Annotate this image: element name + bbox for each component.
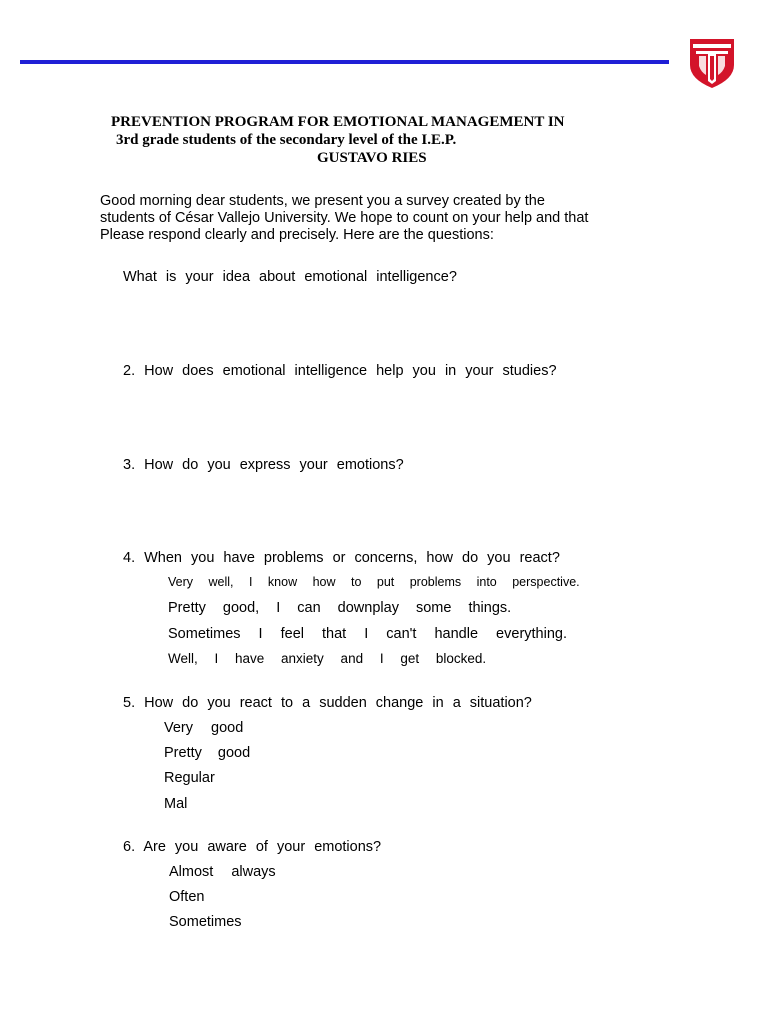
intro-paragraph xyxy=(100,193,640,244)
document-title-line-2: 3rd grade students of the secondary level of the I.E.P. xyxy=(116,132,457,148)
question-4-option: Sometimes I feel that I can't handle everything. xyxy=(168,626,567,642)
university-shield-logo-icon xyxy=(687,35,737,89)
question-6-option: Often xyxy=(169,889,205,905)
question-5-option: Very good xyxy=(164,720,244,736)
question-1: What is your idea about emotional intelligence? xyxy=(123,269,457,285)
intro-line: Please respond clearly and precisely. Here are the questions: xyxy=(100,227,494,243)
question-6-option: Almost always xyxy=(169,864,276,880)
question-4-option: Very well, I know how to put problems into perspective. xyxy=(168,575,580,589)
question-3: 3. How do you express your emotions? xyxy=(123,457,404,473)
document-title-line-1: PREVENTION PROGRAM FOR EMOTIONAL MANAGEMENT IN xyxy=(111,114,565,130)
question-5: 5. How do you react to a sudden change in a situation? xyxy=(123,695,532,711)
document-title-line-3: GUSTAVO RIES xyxy=(317,150,427,166)
question-5-option: Regular xyxy=(164,770,215,786)
question-5-option: Pretty good xyxy=(164,745,251,761)
header-rule xyxy=(20,60,669,64)
question-4-option: Pretty good, I can downplay some things. xyxy=(168,600,512,616)
question-4-option: Well, I have anxiety and I get blocked. xyxy=(168,651,487,666)
intro-line: students of César Vallejo University. We hope to count on your help and that xyxy=(100,210,589,226)
question-6-option: Sometimes xyxy=(169,914,242,930)
intro-line: Good morning dear students, we present you a survey created by the xyxy=(100,193,545,209)
question-5-option: Mal xyxy=(164,796,188,812)
question-2: 2. How does emotional intelligence help you in your studies? xyxy=(123,363,557,379)
question-4: 4. When you have problems or concerns, how do you react? xyxy=(123,550,560,566)
question-6: 6. Are you aware of your emotions? xyxy=(123,839,382,855)
